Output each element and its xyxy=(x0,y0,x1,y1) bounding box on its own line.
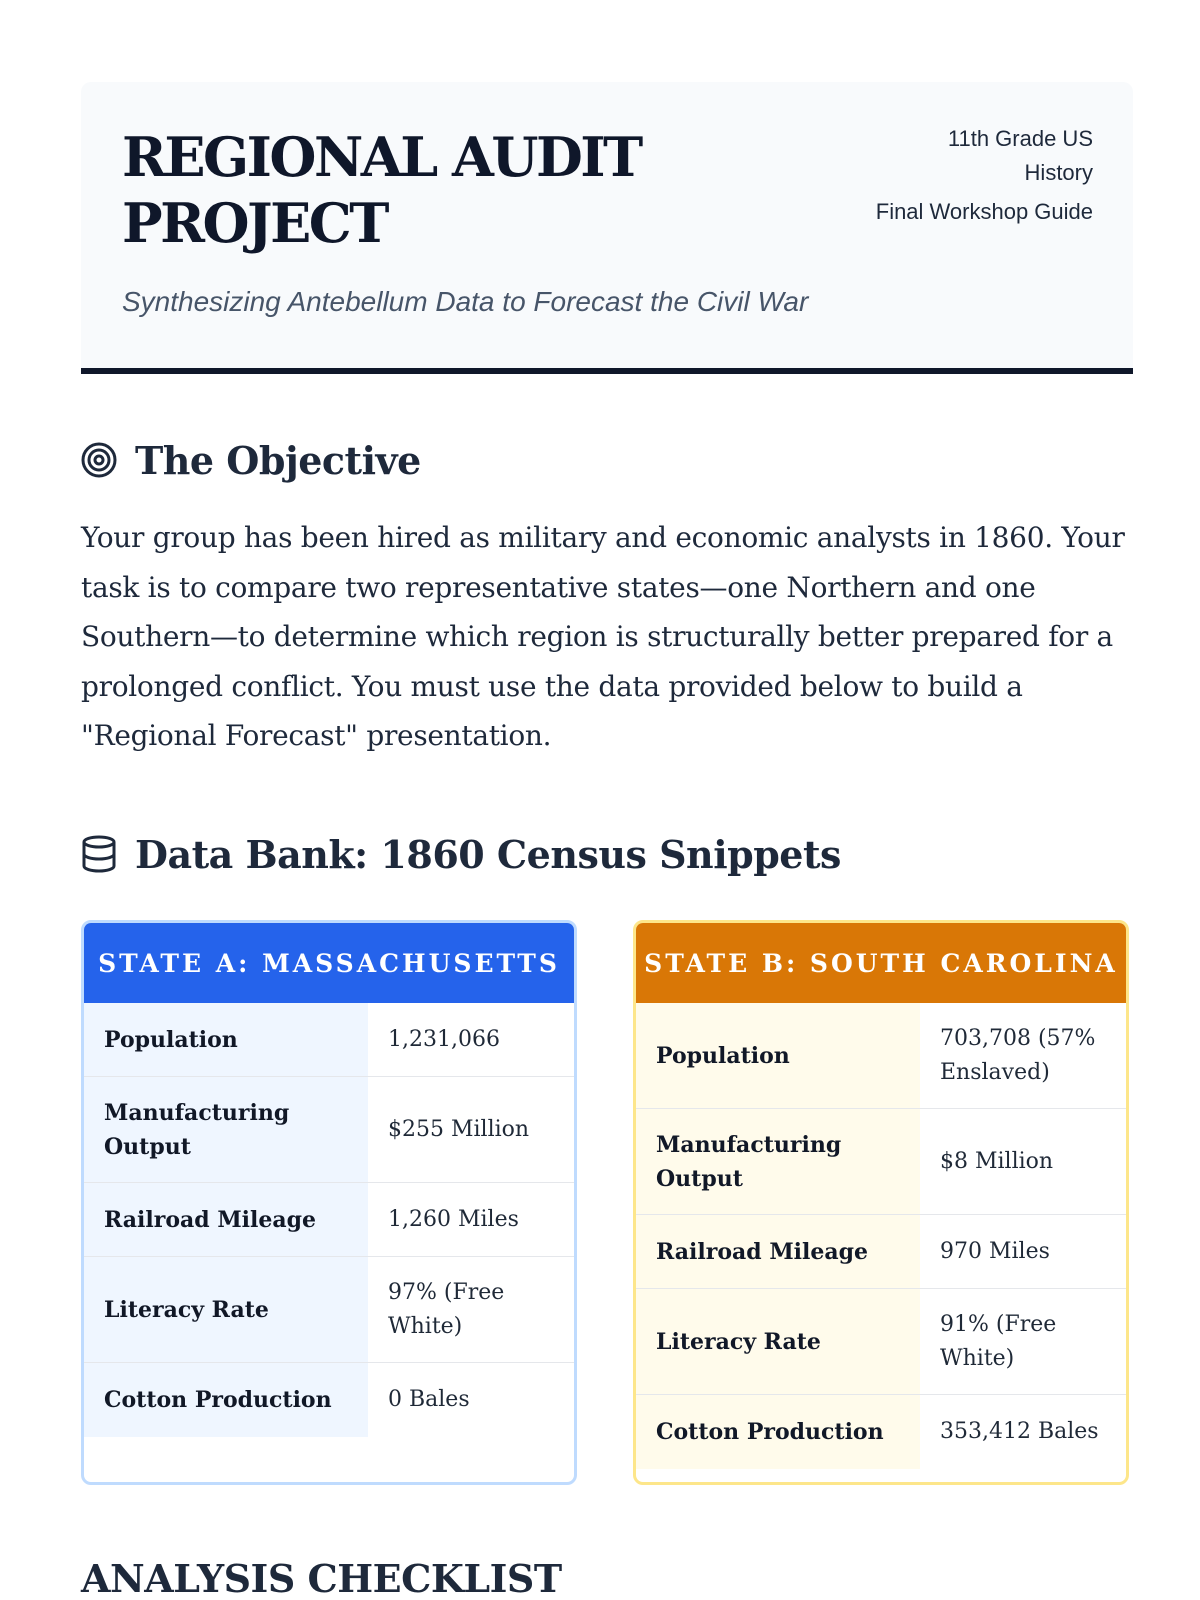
row-label: Manufacturing Output xyxy=(636,1109,920,1214)
row-label: Railroad Mileage xyxy=(636,1215,920,1288)
checklist-heading: ANALYSIS CHECKLIST xyxy=(81,1556,562,1600)
guide-label: Final Workshop Guide xyxy=(875,199,1093,224)
table-row xyxy=(84,1003,574,1077)
state-a-card xyxy=(81,920,577,1485)
course-grade: 11th Grade US History xyxy=(947,126,1093,185)
row-value: 970 Miles xyxy=(940,1238,1050,1264)
row-label: Literacy Rate xyxy=(636,1289,920,1394)
target-icon xyxy=(81,440,121,480)
page-title: REGIONAL AUDIT PROJECT xyxy=(122,125,641,255)
page-subtitle: Synthesizing Antebellum Data to Forecast the Civil War xyxy=(122,286,809,317)
row-value: 97% (Free White) xyxy=(388,1279,505,1339)
row-label: Literacy Rate xyxy=(84,1257,368,1362)
table-row xyxy=(84,1257,574,1363)
course-meta xyxy=(793,122,1093,229)
row-label: Cotton Production xyxy=(84,1363,368,1437)
row-value: 703,708 (57% Enslaved) xyxy=(940,1025,1096,1085)
table-row xyxy=(84,1363,574,1437)
table-row xyxy=(84,1183,574,1257)
objective-text: Your group has been hired as military and economic analysts in 1860. Your task is to compare two representative states—one Northern and one Southern—to determine which region is structurally better prepared for a prolonged conflict. You must use the data provided below to build a "Regional Forecast" presentation. xyxy=(81,521,1125,752)
row-label: Population xyxy=(84,1003,368,1076)
table-row xyxy=(636,1109,1126,1215)
table-row xyxy=(636,1003,1126,1109)
row-label: Cotton Production xyxy=(636,1395,920,1469)
row-label: Manufacturing Output xyxy=(84,1077,368,1182)
objective-heading-text: The Objective xyxy=(135,437,421,483)
row-label: Population xyxy=(636,1003,920,1108)
table-row xyxy=(636,1289,1126,1395)
row-value: $8 Million xyxy=(940,1148,1054,1174)
table-row xyxy=(636,1395,1126,1469)
row-value: $255 Million xyxy=(388,1116,530,1142)
databank-heading xyxy=(81,828,841,880)
state-a-title: STATE A: MASSACHUSETTS xyxy=(84,923,574,1003)
row-label: Railroad Mileage xyxy=(84,1183,368,1256)
databank-heading-text: Data Bank: 1860 Census Snippets xyxy=(135,831,841,877)
objective-heading xyxy=(81,434,421,486)
row-value: 353,412 Bales xyxy=(940,1419,1099,1444)
row-value: 91% (Free White) xyxy=(940,1311,1057,1371)
row-value: 1,231,066 xyxy=(388,1026,500,1052)
table-row xyxy=(84,1077,574,1183)
database-icon xyxy=(81,834,121,874)
state-b-title: STATE B: SOUTH CAROLINA xyxy=(636,923,1126,1003)
row-value: 1,260 Miles xyxy=(388,1206,519,1232)
state-a-table xyxy=(84,1003,574,1437)
state-b-table xyxy=(636,1003,1126,1469)
row-value: 0 Bales xyxy=(388,1387,470,1412)
table-row xyxy=(636,1215,1126,1289)
state-b-card xyxy=(633,920,1129,1485)
page-header xyxy=(81,82,1133,374)
